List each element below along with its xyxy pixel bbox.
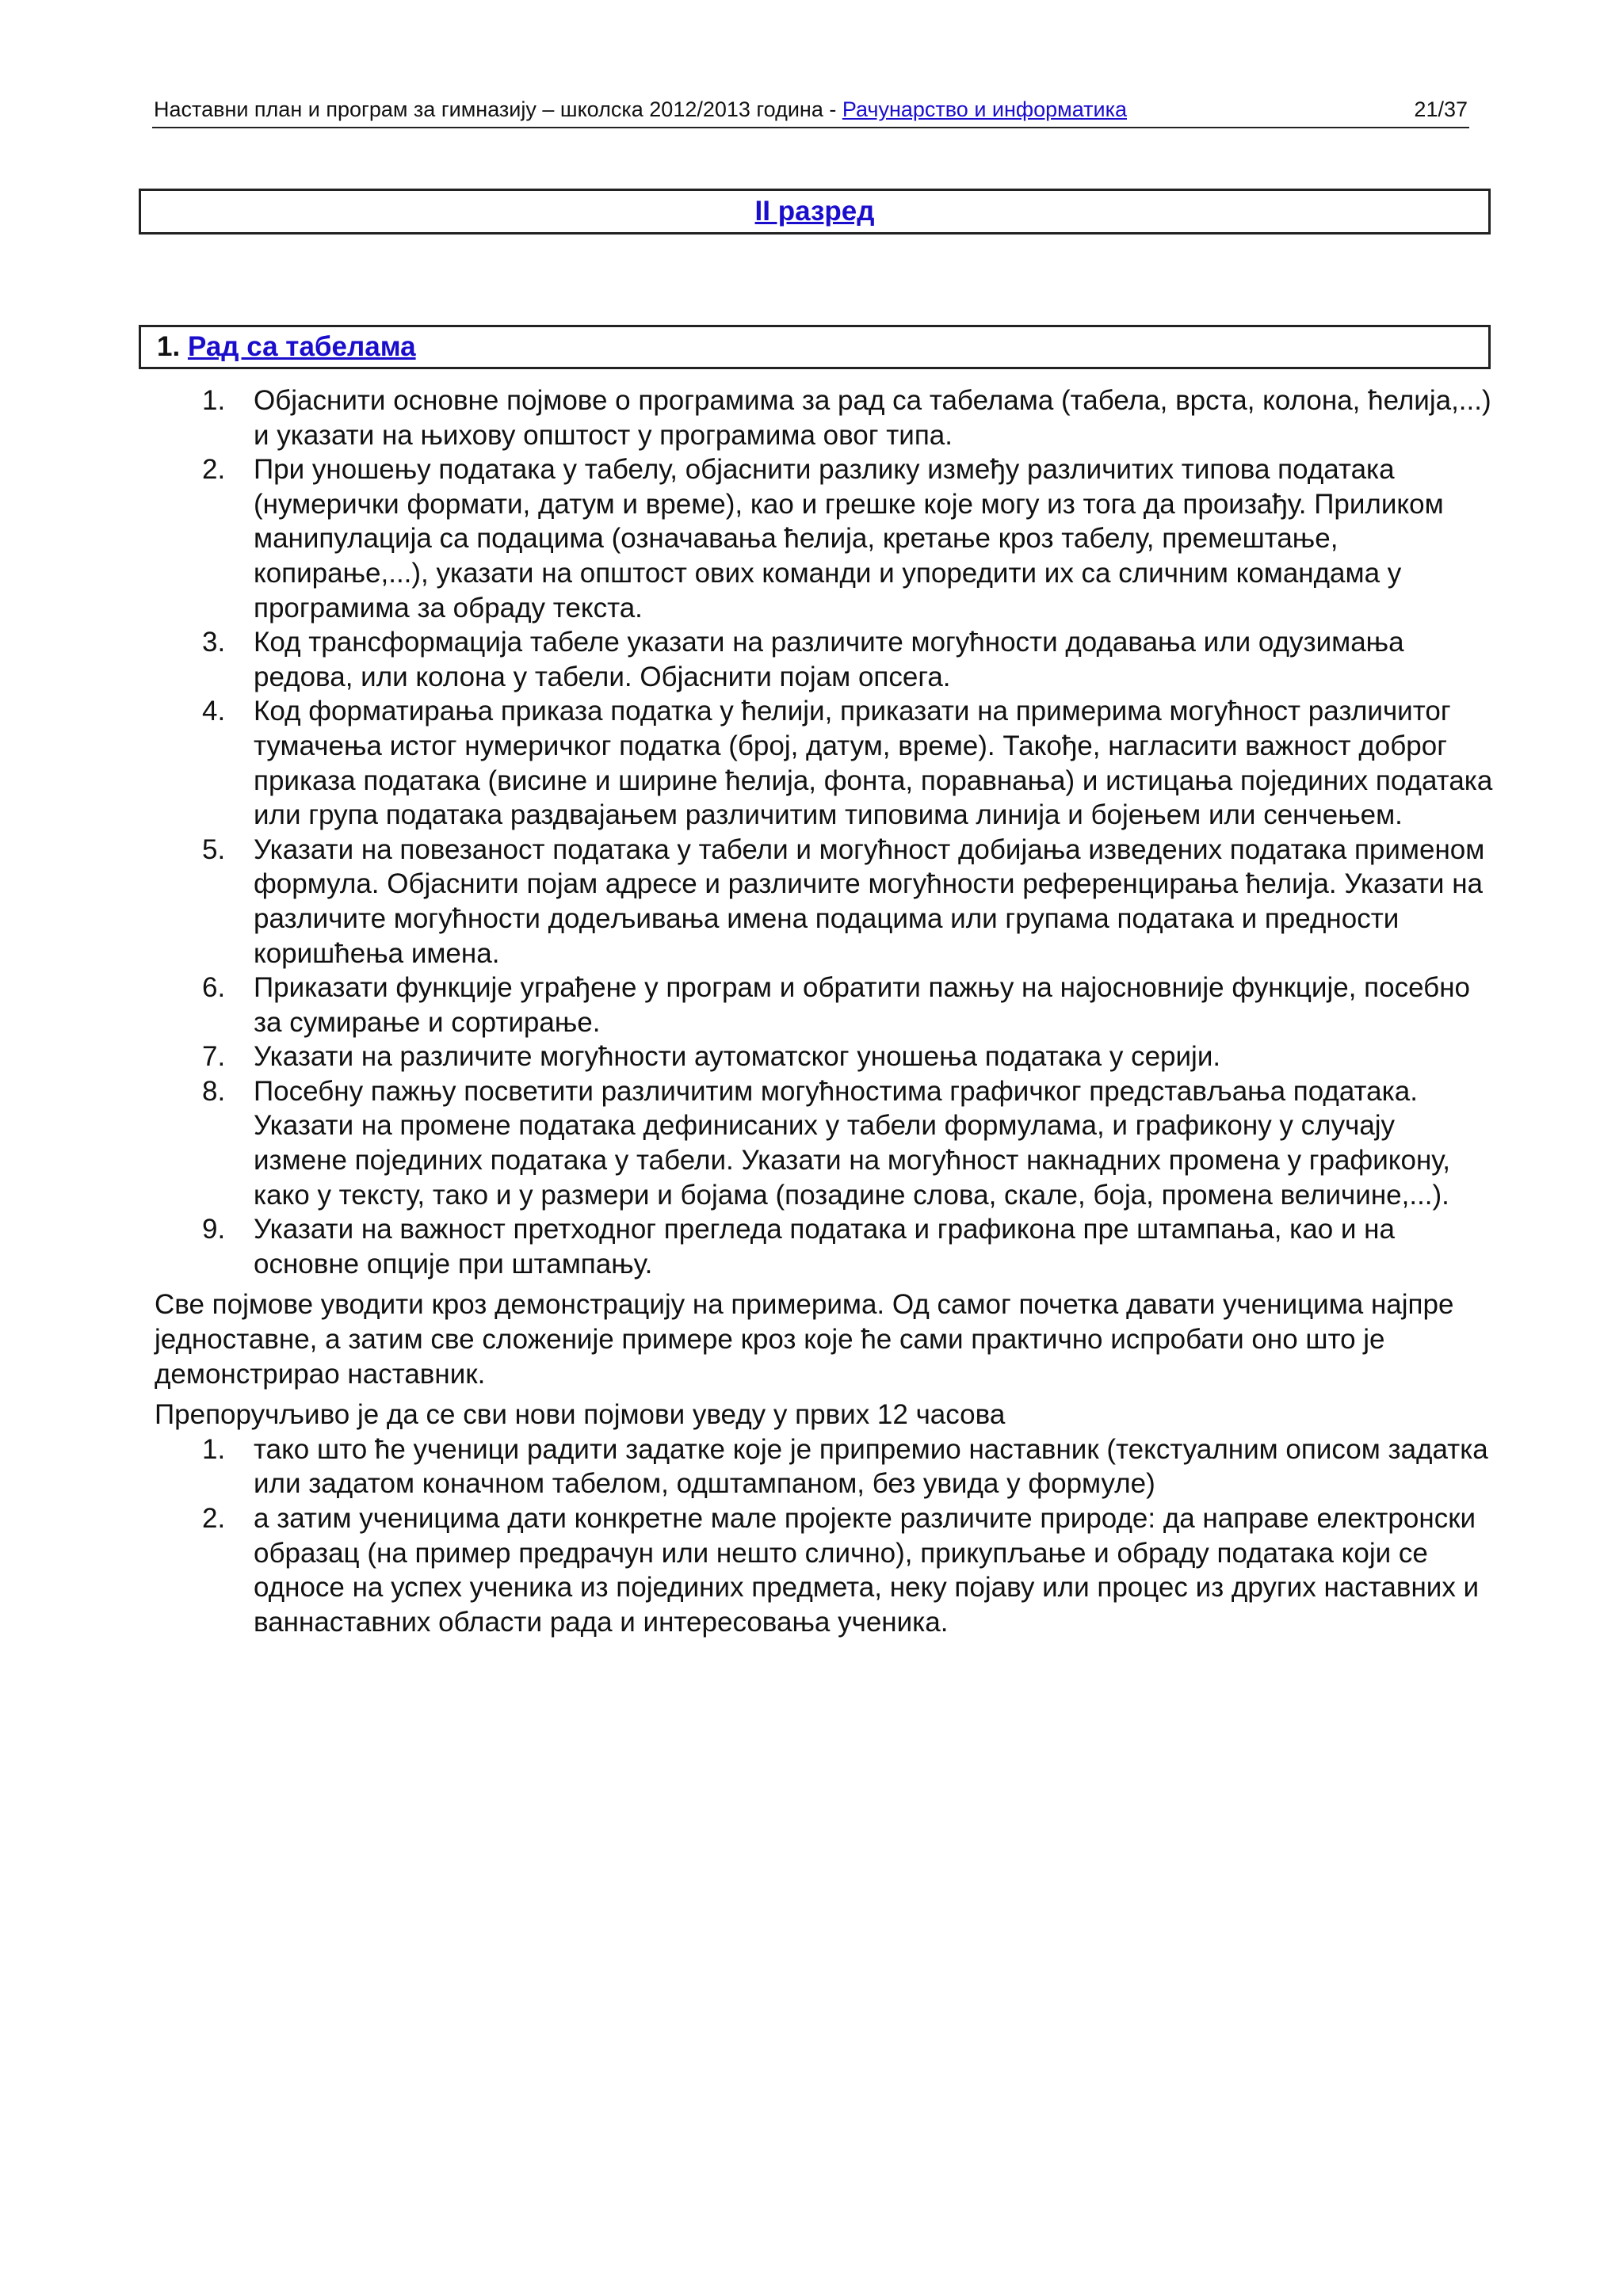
instruction-list — [155, 383, 1494, 1281]
header-text — [154, 92, 1127, 127]
list-item — [155, 1074, 1494, 1212]
list-item-number: 2. — [202, 454, 226, 486]
list-item-number: 5. — [202, 833, 226, 865]
list-item-text: а затим ученицима дати конкретне мале пројекте различите природе: да направе електронски образац (на пример предрачун или нешто слично), прикупљање и обраду података који се односе на успех ученика из појединих предмета, неку појаву или процес из других наставних и ваннаставних области рада и интересовања ученика. — [254, 1503, 1480, 1638]
page-header — [152, 92, 1469, 128]
grade-heading-link[interactable]: II разред — [754, 196, 875, 227]
list-item — [155, 625, 1494, 694]
list-item — [155, 971, 1494, 1039]
list-item-number: 7. — [202, 1041, 226, 1073]
list-item — [155, 833, 1494, 971]
page-number: 21/37 — [1414, 97, 1468, 121]
list-item-text: Код трансформација табеле указати на различите могућности додавања или одузимања редова, или колона у табели. Објаснити појам опсега. — [254, 627, 1404, 692]
list-item-text: При уношењу података у табелу, објаснити разлику између различитих типова података (нумерички формати, датум и време), као и грешке које могу из тога да произађу. Приликом манипулација са подацима (означавања ћелија, кретање кроз табелу, премештање, копирање,...), указати на општост ових команди и упоредити их са сличним командама у програмима за обраду текста. — [254, 454, 1444, 624]
list-item-text: Посебну пажњу посветити различитим могућностима графичког представљања података. Указати на промене података дефинисаних у табели формулама, и графикону у случају измене појединих података у табели. Указати на могућност накнадних промена у графикону, како у тексту, тако и у размери и бојама (позадине слова, скале, боја, промена величине,...). — [254, 1075, 1450, 1211]
main-content — [155, 383, 1494, 1639]
list-item-text: Указати на повезаност података у табели и могућност добијања изведених података применом формула. Објаснити појам адресе и различите могућности референцирања ћелија. Указати на различите могућности додељивања имена подацима или групама података и предности коришћења имена. — [254, 833, 1485, 969]
steps-list — [155, 1432, 1494, 1640]
list-item-number: 9. — [202, 1214, 226, 1245]
list-item-number: 6. — [202, 972, 226, 1004]
grade-heading-box — [139, 189, 1491, 235]
list-item — [155, 1432, 1494, 1501]
list-item-number: 3. — [202, 627, 226, 658]
list-item — [155, 383, 1494, 452]
header-subject-link[interactable]: Рачунарство и информатика — [842, 97, 1128, 121]
section-heading — [157, 327, 416, 367]
section-heading-box — [139, 325, 1491, 369]
list-item-number: 1. — [202, 1433, 226, 1465]
list-item-text: Објаснити основне појмове о програмима за рад са табелама (табела, врста, колона, ћелија,...) и указати на њихову општост у програмима овог типа. — [254, 385, 1491, 451]
list-item-text: тако што ће ученици радити задатке које је припремио наставник (текстуалним описом задатка или задатом коначном табелом, одштампаном, без увида у формуле) — [254, 1433, 1488, 1500]
list-item-number: 4. — [202, 696, 226, 727]
list-item-number: 2. — [202, 1503, 226, 1534]
list-item — [155, 1501, 1494, 1639]
list-item — [155, 1212, 1494, 1281]
list-item-text: Указати на различите могућности аутоматског уношења података у серији. — [254, 1041, 1221, 1073]
list-item-text: Указати на важност претходног прегледа података и графикона пре штампања, као и на основне опције при штампању. — [254, 1214, 1395, 1280]
list-item — [155, 1039, 1494, 1074]
list-item-text: Код форматирања приказа податка у ћелији, приказати на примерима могућност различитог тумачења истог нумеричког податка (број, датум, време). Такође, нагласити важност доброг приказа података (висине и ширине ћелија, фонта, поравнања) и истицања појединих података или група података раздвајањем различитим типовима линија и бојењем или сенчењем. — [254, 696, 1493, 831]
section-number: 1. — [157, 331, 181, 362]
section-title-link[interactable]: Рад са табелама — [187, 331, 416, 362]
body-paragraph: Све појмове уводити кроз демонстрацију на примерима. Од самог почетка давати ученицима најпре једноставне, а затим све сложеније примере кроз које ће сами практично испробати оно што је демонстрирао наставник. — [155, 1289, 1454, 1390]
body-paragraph: Препоручљиво је да се сви нови појмови уведу у првих 12 часова — [155, 1399, 1006, 1431]
header-title: Наставни план и програм за гимназију – школска 2012/2013 година - — [154, 97, 842, 121]
list-item — [155, 694, 1494, 832]
list-item-number: 1. — [202, 385, 226, 416]
list-item-text: Приказати функције уграђене у програм и обратити пажњу на најосновније функције, посебно за сумирање и сортирање. — [254, 972, 1470, 1038]
list-item — [155, 452, 1494, 625]
list-item-number: 8. — [202, 1075, 226, 1107]
